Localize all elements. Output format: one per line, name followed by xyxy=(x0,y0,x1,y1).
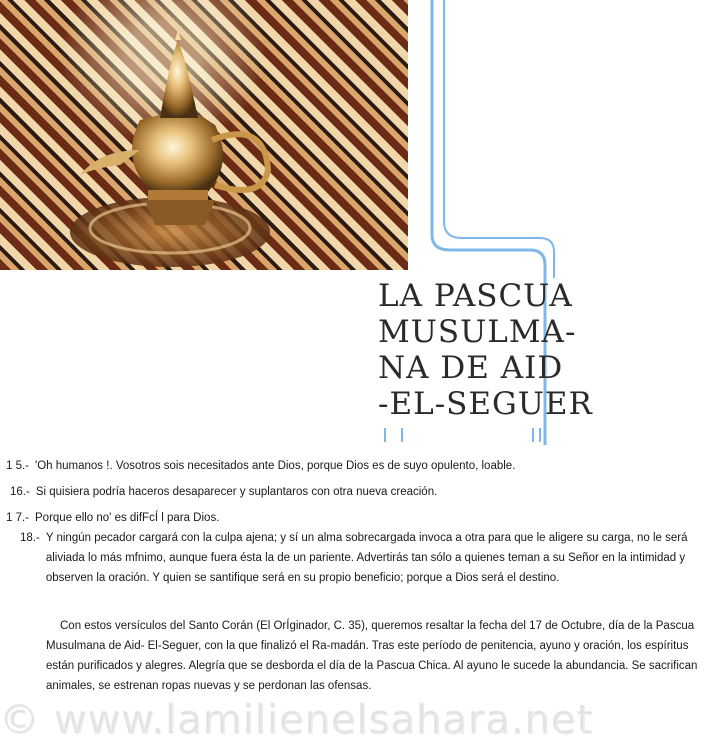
verse-16 xyxy=(6,482,696,502)
verse-number: 18.- xyxy=(20,532,40,544)
article-title xyxy=(378,278,598,422)
teapot-carpet-photo xyxy=(0,0,408,270)
verse-18 xyxy=(6,528,696,588)
title-line: MUSULMA- xyxy=(378,314,577,350)
verse-number: 16.- xyxy=(10,486,30,498)
title-line: -EL-SEGUER xyxy=(378,386,593,422)
verse-text: Y ningún pecador cargará con la culpa ajena; y sí un alma sobrecargada invoca a otra para que le aligere su carga, no le será aliviada lo más mfnimo, aunque fuera ésta la de un pariente. Advertirás tan sólo a quienes teman a su Señor en la intimidad y observen la oración. Y quien se santifique será en su propio beneficio; porque a Dios será el destino. xyxy=(45,532,688,584)
site-watermark: © www.lamilienelsahara.net xyxy=(0,698,595,744)
verse-text: Si quisiera podría haceros desaparecer y suplantaros con otra nueva creación. xyxy=(35,486,438,498)
body-paragraph: Con estos versículos del Santo Corán (El OrÍginador, C. 35), queremos resaltar la fecha del 17 de Octubre, día de la Pascua Musulmana de Aid- El-Seguer, con la que finalizó el Ra-madán. Tras este período de penitencia, ayuno y oración, los espíritus están purificados y alegres. Alegría que se desborda el día de la Pascua Chica. Al ayuno le sucede la abundancia. Se sacrifican animales, se estrenan ropas nuevas y se perdonan las ofensas. xyxy=(46,620,698,692)
verse-number: 1 7.- xyxy=(6,512,30,524)
verse-17 xyxy=(6,508,696,528)
verse-text: Porque ello no' es difFcÍ l para Dios. xyxy=(35,512,220,524)
teapot-illustration xyxy=(0,0,408,270)
verse-number: 1 5.- xyxy=(6,460,30,472)
title-line: LA PASCUA xyxy=(378,278,573,314)
title-line: NA DE AID xyxy=(378,350,564,386)
verse-15 xyxy=(6,456,696,476)
verse-text: 'Oh humanos !. Vosotros sois necesitados ante Dios, porque Dios es de suyo opulento, loable. xyxy=(35,460,516,472)
verses-list xyxy=(6,456,696,588)
